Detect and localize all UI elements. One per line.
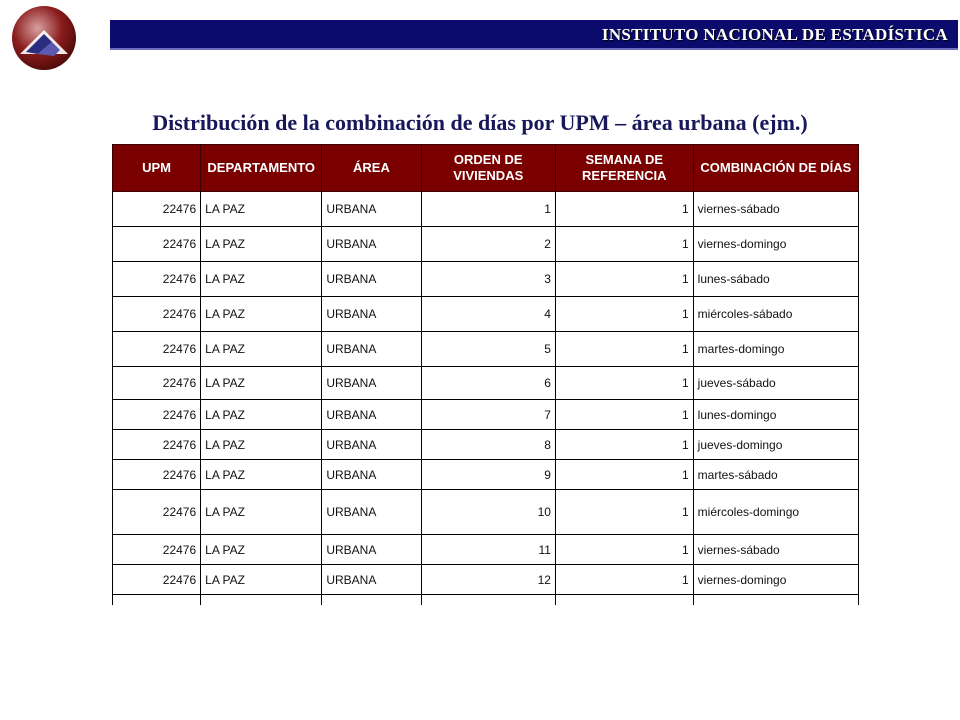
cell-upm: 22476 (113, 430, 201, 460)
cell-area: URBANA (322, 332, 421, 367)
cell-departamento: LA PAZ (201, 490, 322, 535)
cell-combinacion: viernes-domingo (693, 565, 858, 595)
cell-departamento: LA PAZ (201, 367, 322, 400)
table-header-row (113, 145, 859, 192)
cell-combinacion: jueves-domingo (693, 430, 858, 460)
cell-orden: 5 (421, 332, 555, 367)
cell-combinacion: viernes-sábado (693, 535, 858, 565)
cell-orden: 8 (421, 430, 555, 460)
cell-combinacion: viernes-domingo (693, 227, 858, 262)
table-row (113, 192, 859, 227)
cell-departamento: LA PAZ (201, 400, 322, 430)
cell-area: URBANA (322, 367, 421, 400)
header-bar (110, 20, 958, 50)
cell-departamento: LA PAZ (201, 565, 322, 595)
cell-combinacion: miércoles-sábado (693, 297, 858, 332)
cell-semana: 1 (555, 565, 693, 595)
table-row (113, 400, 859, 430)
cell-combinacion: martes-domingo (693, 332, 858, 367)
days-distribution-table (112, 144, 859, 605)
cell-semana: 1 (555, 400, 693, 430)
cell-combinacion: miércoles-domingo (693, 490, 858, 535)
cell-upm: 22476 (113, 490, 201, 535)
table-tail-row (113, 595, 859, 606)
cell-semana: 1 (555, 430, 693, 460)
table-row (113, 227, 859, 262)
cell-combinacion: lunes-domingo (693, 400, 858, 430)
cell-area: URBANA (322, 430, 421, 460)
cell-upm: 22476 (113, 460, 201, 490)
cell-combinacion: jueves-sábado (693, 367, 858, 400)
cell-semana: 1 (555, 535, 693, 565)
column-header-upm: UPM (113, 145, 201, 192)
cell-orden: 11 (421, 535, 555, 565)
cell-upm: 22476 (113, 297, 201, 332)
column-header-combinacion-dias: COMBINACIÓN DE DÍAS (693, 145, 858, 192)
cell-area: URBANA (322, 490, 421, 535)
table-row (113, 565, 859, 595)
cell-orden: 10 (421, 490, 555, 535)
ine-logo-icon (8, 2, 80, 74)
tail-cell (322, 595, 421, 606)
table-row (113, 367, 859, 400)
cell-area: URBANA (322, 192, 421, 227)
cell-orden: 3 (421, 262, 555, 297)
institution-title: INSTITUTO NACIONAL DE ESTADÍSTICA (601, 25, 948, 44)
cell-semana: 1 (555, 297, 693, 332)
page-title: Distribución de la combinación de días por UPM – área urbana (ejm.) (152, 110, 808, 135)
cell-departamento: LA PAZ (201, 262, 322, 297)
cell-orden: 9 (421, 460, 555, 490)
cell-upm: 22476 (113, 192, 201, 227)
tail-cell (113, 595, 201, 606)
tail-cell (201, 595, 322, 606)
tail-cell (555, 595, 693, 606)
cell-upm: 22476 (113, 332, 201, 367)
table-row (113, 490, 859, 535)
cell-semana: 1 (555, 460, 693, 490)
column-header-area: ÁREA (322, 145, 421, 192)
cell-area: URBANA (322, 297, 421, 332)
cell-upm: 22476 (113, 367, 201, 400)
cell-orden: 2 (421, 227, 555, 262)
cell-upm: 22476 (113, 565, 201, 595)
table-row (113, 297, 859, 332)
cell-semana: 1 (555, 490, 693, 535)
cell-semana: 1 (555, 332, 693, 367)
cell-departamento: LA PAZ (201, 332, 322, 367)
column-header-orden-viviendas: ORDEN DE VIVIENDAS (421, 145, 555, 192)
cell-departamento: LA PAZ (201, 297, 322, 332)
cell-semana: 1 (555, 192, 693, 227)
table-row (113, 460, 859, 490)
cell-semana: 1 (555, 367, 693, 400)
cell-semana: 1 (555, 227, 693, 262)
column-header-departamento: DEPARTAMENTO (201, 145, 322, 192)
cell-departamento: LA PAZ (201, 192, 322, 227)
cell-area: URBANA (322, 262, 421, 297)
cell-departamento: LA PAZ (201, 227, 322, 262)
tail-cell (421, 595, 555, 606)
cell-combinacion: martes-sábado (693, 460, 858, 490)
cell-orden: 6 (421, 367, 555, 400)
cell-departamento: LA PAZ (201, 535, 322, 565)
cell-orden: 7 (421, 400, 555, 430)
cell-orden: 1 (421, 192, 555, 227)
cell-area: URBANA (322, 565, 421, 595)
cell-orden: 12 (421, 565, 555, 595)
cell-area: URBANA (322, 227, 421, 262)
cell-upm: 22476 (113, 400, 201, 430)
cell-orden: 4 (421, 297, 555, 332)
cell-combinacion: viernes-sábado (693, 192, 858, 227)
cell-combinacion: lunes-sábado (693, 262, 858, 297)
table-row (113, 262, 859, 297)
cell-upm: 22476 (113, 262, 201, 297)
cell-upm: 22476 (113, 227, 201, 262)
cell-semana: 1 (555, 262, 693, 297)
cell-departamento: LA PAZ (201, 460, 322, 490)
cell-area: URBANA (322, 535, 421, 565)
table-row (113, 430, 859, 460)
column-header-semana-referencia: SEMANA DE REFERENCIA (555, 145, 693, 192)
cell-area: URBANA (322, 460, 421, 490)
cell-area: URBANA (322, 400, 421, 430)
cell-upm: 22476 (113, 535, 201, 565)
cell-departamento: LA PAZ (201, 430, 322, 460)
tail-cell (693, 595, 858, 606)
table-row (113, 332, 859, 367)
table-row (113, 535, 859, 565)
